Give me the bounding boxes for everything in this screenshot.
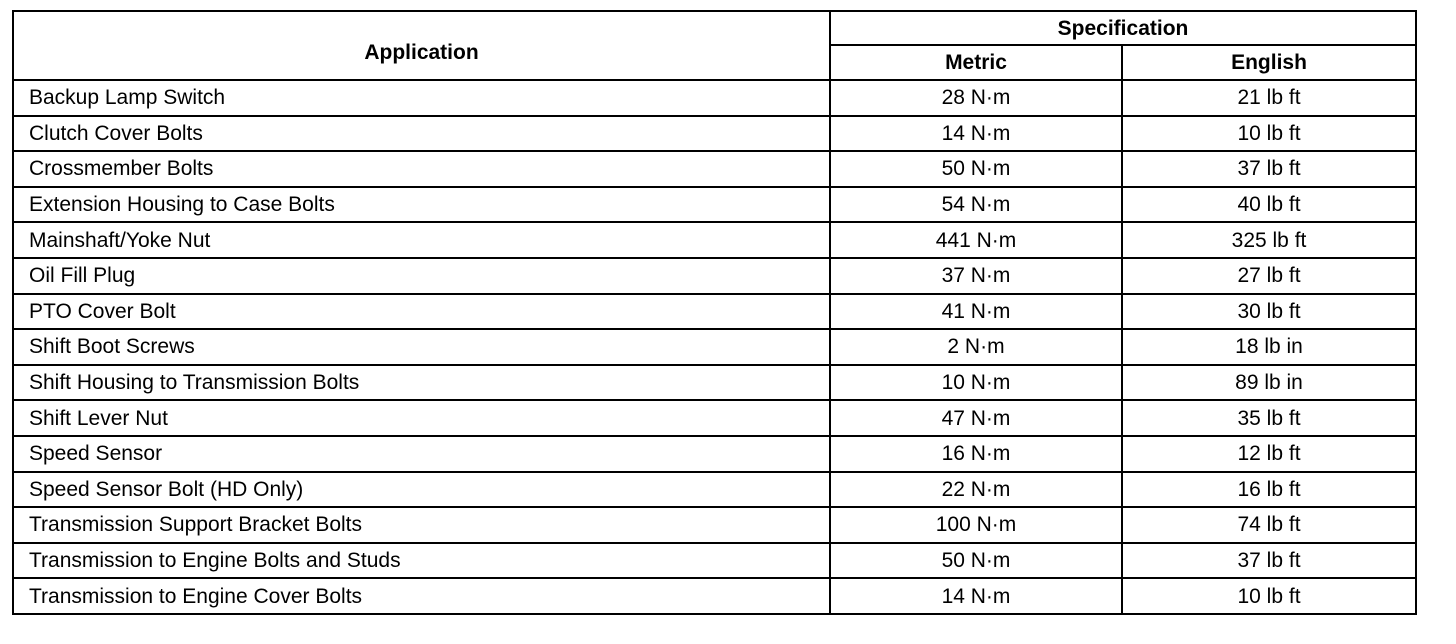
table-row: [13, 543, 1416, 579]
column-header-metric: Metric: [830, 45, 1122, 80]
cell-application: Clutch Cover Bolts: [13, 116, 830, 152]
column-header-english: English: [1122, 45, 1416, 80]
cell-application: Speed Sensor: [13, 436, 830, 472]
cell-application: Backup Lamp Switch: [13, 80, 830, 116]
cell-metric: 50 N·m: [830, 543, 1122, 579]
table-row: [13, 329, 1416, 365]
cell-english: 10 lb ft: [1122, 116, 1416, 152]
cell-english: 10 lb ft: [1122, 578, 1416, 614]
cell-english: 21 lb ft: [1122, 80, 1416, 116]
table-body: [13, 80, 1416, 614]
table-row: [13, 116, 1416, 152]
cell-english: 16 lb ft: [1122, 472, 1416, 508]
cell-metric: 37 N·m: [830, 258, 1122, 294]
table-row: [13, 187, 1416, 223]
cell-english: 37 lb ft: [1122, 151, 1416, 187]
cell-metric: 10 N·m: [830, 365, 1122, 401]
cell-metric: 14 N·m: [830, 578, 1122, 614]
table-row: [13, 472, 1416, 508]
cell-application: Mainshaft/Yoke Nut: [13, 222, 830, 258]
table-row: [13, 436, 1416, 472]
cell-application: Oil Fill Plug: [13, 258, 830, 294]
cell-application: Transmission Support Bracket Bolts: [13, 507, 830, 543]
cell-english: 27 lb ft: [1122, 258, 1416, 294]
table-row: [13, 151, 1416, 187]
table-row: [13, 578, 1416, 614]
cell-application: Shift Lever Nut: [13, 400, 830, 436]
cell-metric: 100 N·m: [830, 507, 1122, 543]
cell-application: Shift Housing to Transmission Bolts: [13, 365, 830, 401]
cell-english: 35 lb ft: [1122, 400, 1416, 436]
cell-metric: 50 N·m: [830, 151, 1122, 187]
table-header: [13, 11, 1416, 80]
cell-metric: 14 N·m: [830, 116, 1122, 152]
table-row: [13, 507, 1416, 543]
cell-metric: 2 N·m: [830, 329, 1122, 365]
table-row: [13, 365, 1416, 401]
table-row: [13, 80, 1416, 116]
cell-metric: 28 N·m: [830, 80, 1122, 116]
cell-metric: 47 N·m: [830, 400, 1122, 436]
cell-application: Transmission to Engine Cover Bolts: [13, 578, 830, 614]
cell-metric: 16 N·m: [830, 436, 1122, 472]
cell-application: Extension Housing to Case Bolts: [13, 187, 830, 223]
cell-english: 12 lb ft: [1122, 436, 1416, 472]
cell-english: 18 lb in: [1122, 329, 1416, 365]
cell-application: PTO Cover Bolt: [13, 294, 830, 330]
cell-application: Crossmember Bolts: [13, 151, 830, 187]
table-row: [13, 400, 1416, 436]
cell-application: Speed Sensor Bolt (HD Only): [13, 472, 830, 508]
cell-english: 74 lb ft: [1122, 507, 1416, 543]
table-row: [13, 222, 1416, 258]
cell-english: 30 lb ft: [1122, 294, 1416, 330]
cell-metric: 41 N·m: [830, 294, 1122, 330]
cell-metric: 22 N·m: [830, 472, 1122, 508]
cell-english: 40 lb ft: [1122, 187, 1416, 223]
column-group-header-specification: Specification: [830, 11, 1416, 45]
torque-spec-table: [12, 10, 1417, 615]
cell-english: 325 lb ft: [1122, 222, 1416, 258]
column-header-application: Application: [13, 11, 830, 80]
cell-application: Shift Boot Screws: [13, 329, 830, 365]
header-row-1: [13, 11, 1416, 45]
cell-metric: 441 N·m: [830, 222, 1122, 258]
cell-english: 89 lb in: [1122, 365, 1416, 401]
cell-english: 37 lb ft: [1122, 543, 1416, 579]
table-row: [13, 258, 1416, 294]
cell-application: Transmission to Engine Bolts and Studs: [13, 543, 830, 579]
cell-metric: 54 N·m: [830, 187, 1122, 223]
table-row: [13, 294, 1416, 330]
